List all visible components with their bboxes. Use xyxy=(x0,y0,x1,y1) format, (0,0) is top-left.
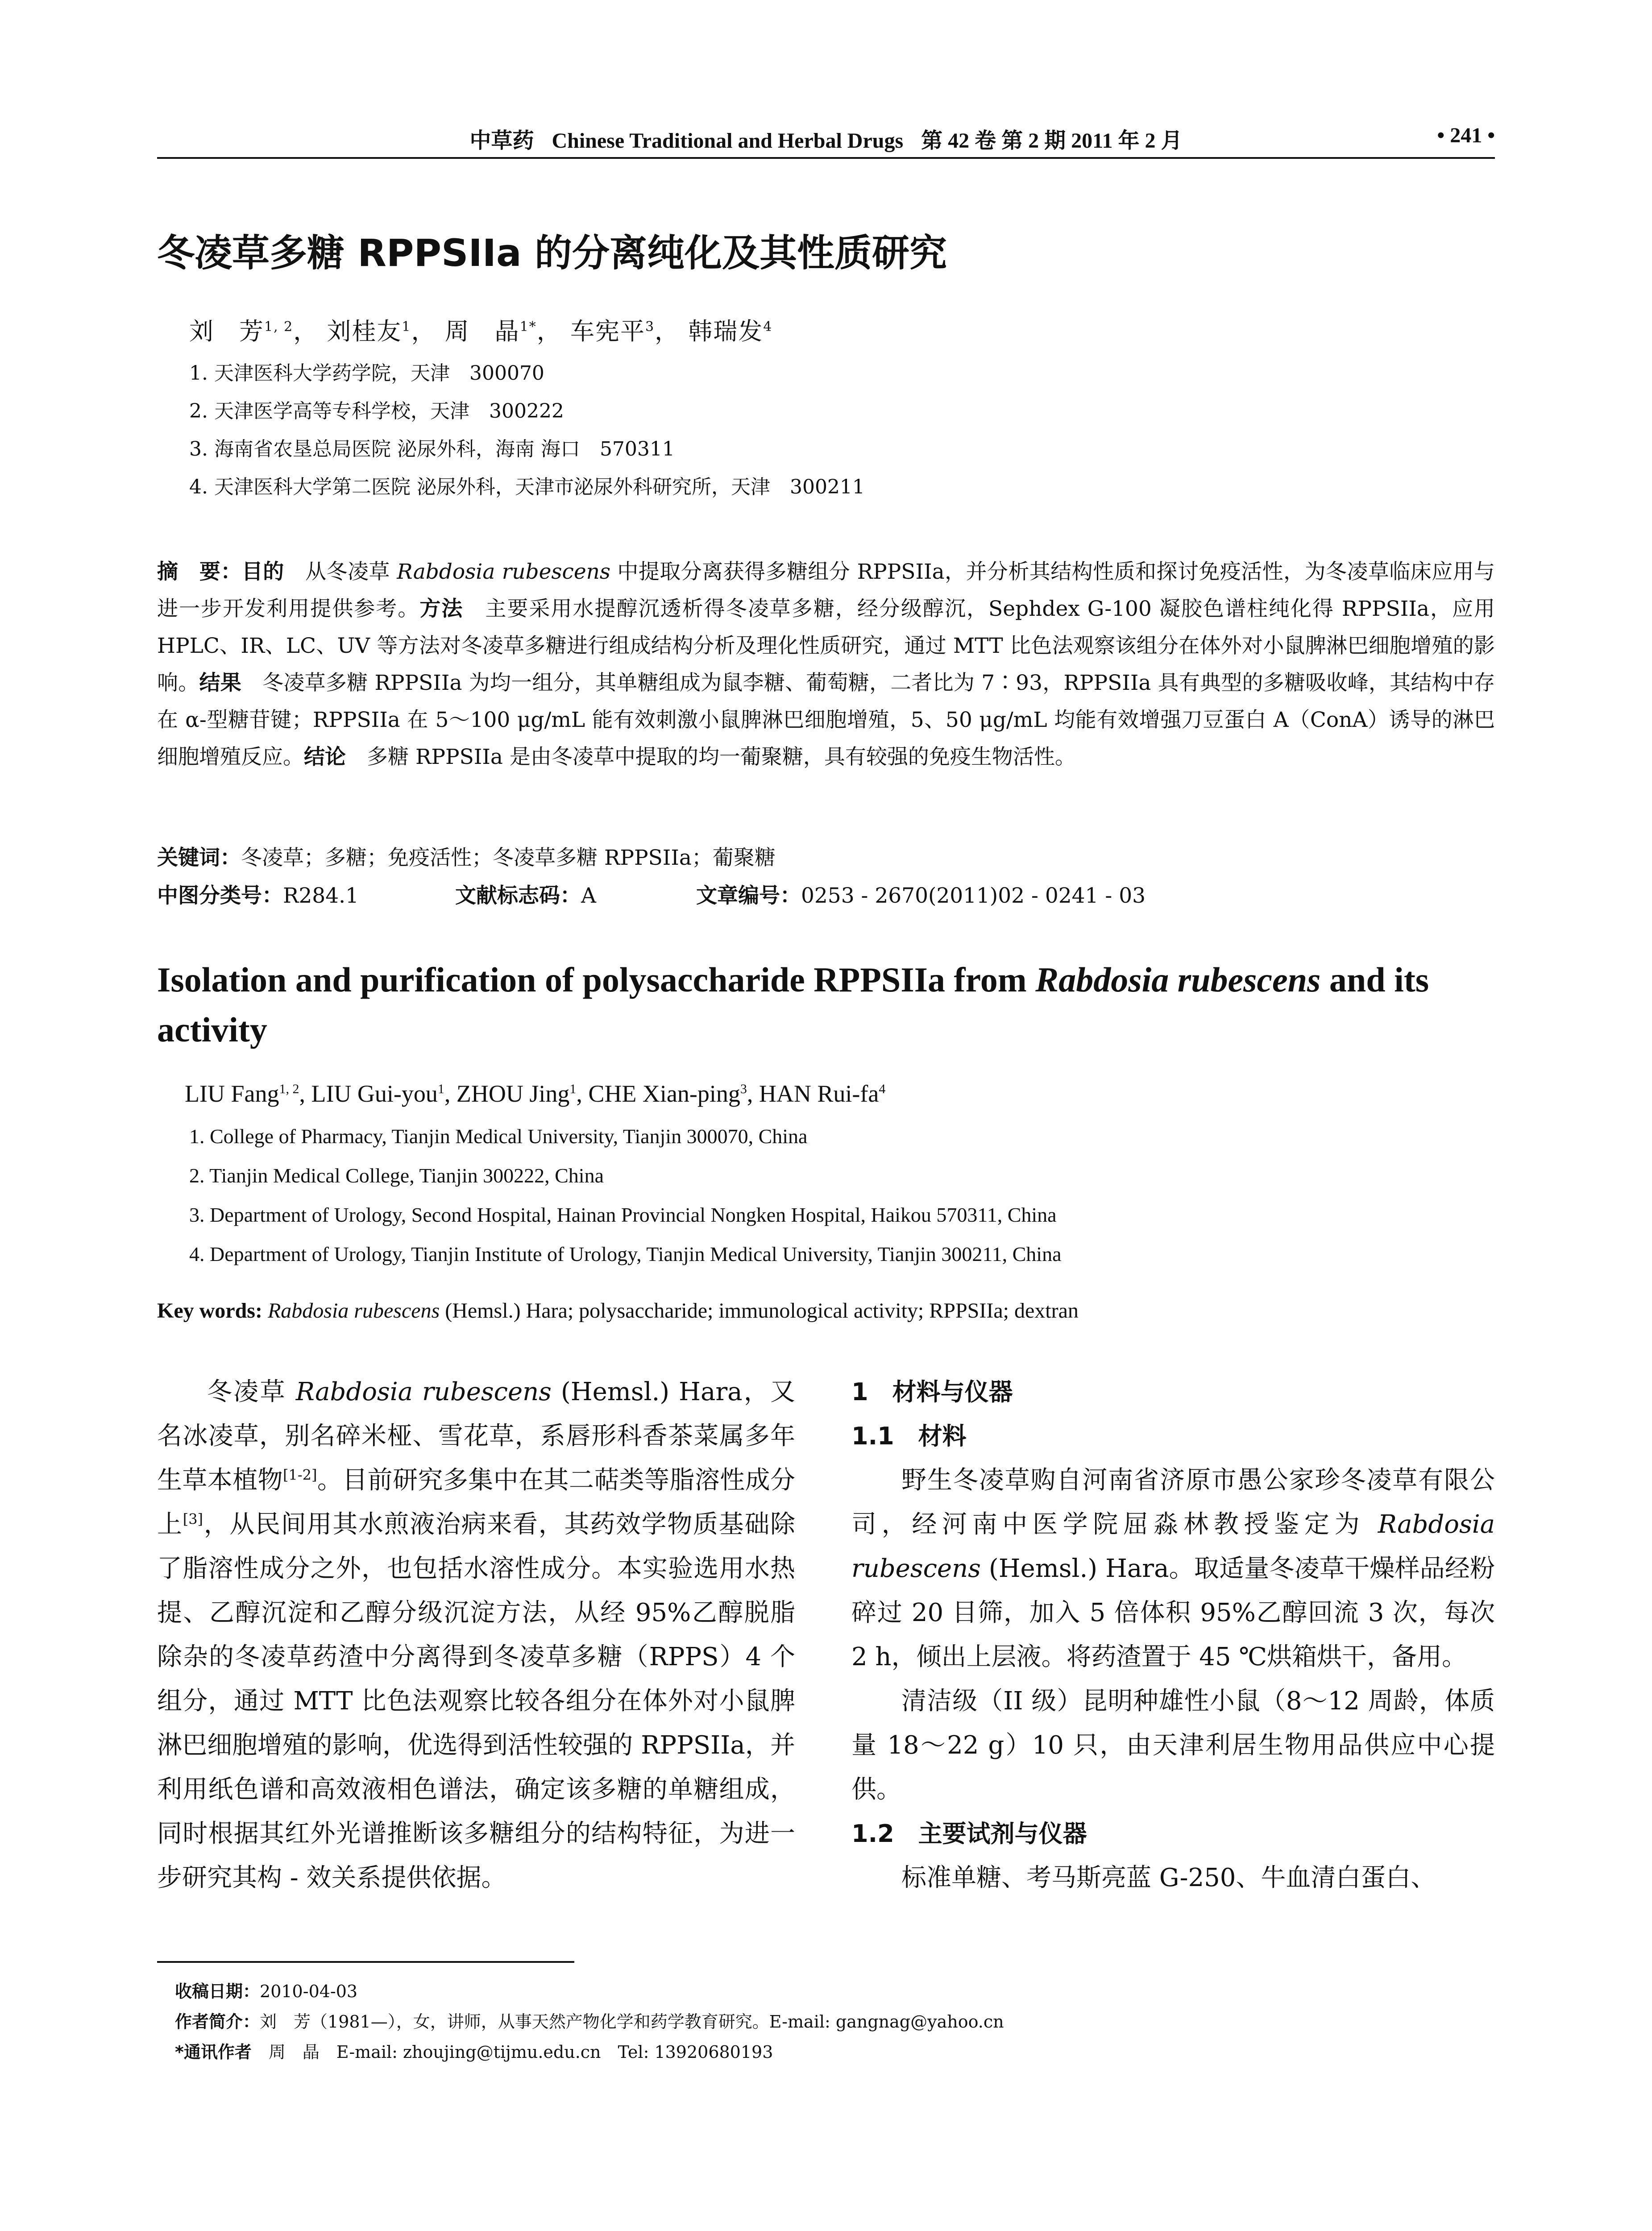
citation: [1-2] xyxy=(282,1466,317,1484)
purpose-text: 中提取分离获得多糖组分 RPPSIIa，并分析其结构性质和探讨免疫活性，为冬凌草临床应用与进一步开发利用提供参考。 xyxy=(157,560,1495,621)
author-affiliation-mark: 1 xyxy=(569,1082,577,1096)
author-name: 车宪平 xyxy=(570,317,645,345)
subsection-heading: 1.1 材料 xyxy=(851,1422,967,1450)
running-header xyxy=(157,120,1495,159)
species-name: Rabdosia rubescens xyxy=(851,1510,1495,1583)
page-number: • 241 • xyxy=(1437,124,1495,147)
affiliation-cn: 1. 天津医科大学药学院，天津 300070 xyxy=(189,362,544,385)
clc-label: 中图分类号： xyxy=(157,883,283,908)
purpose-label: 目的 xyxy=(241,560,284,584)
conclusion-label: 结论 xyxy=(304,745,346,769)
author-name: ZHOU Jing xyxy=(456,1080,570,1107)
conclusion-text: 多糖 RPPSIIa 是由冬凌草中提取的均一葡聚糖，具有较强的免疫生物活性。 xyxy=(346,745,1076,769)
footnote-label: 作者简介： xyxy=(175,2012,260,2032)
author-affiliation-mark: 1, 2 xyxy=(264,319,294,335)
article-number-label: 文章编号： xyxy=(696,883,801,908)
author-affiliation-mark: 1 xyxy=(402,319,411,335)
intro-text: 。目前研究多集中在其二萜类等脂溶性成分上 xyxy=(157,1466,796,1539)
footnote-author-bio xyxy=(175,2008,1004,2032)
intro-text: (Hemsl.) Hara，又名冰凌草，别名碎米桠、雪花草，系唇形科香茶菜属多年生草本植物 xyxy=(157,1377,796,1495)
keywords-en xyxy=(157,1298,1079,1323)
author-name: 刘 芳 xyxy=(189,317,264,345)
subsection-heading: 1.2 主要试剂与仪器 xyxy=(851,1820,1087,1848)
keywords-en-species: Rabdosia rubescens xyxy=(267,1299,440,1323)
author-affiliation-mark: 3 xyxy=(740,1082,747,1096)
author-name: 周 晶 xyxy=(444,317,520,345)
purpose-text: 从冬凌草 xyxy=(284,560,397,584)
body-paragraph: 清洁级（II 级）昆明种雄性小鼠（8～12 周龄，体质量 18～22 g）10 只，由天津利居生物用品供应中心提供。 xyxy=(851,1687,1495,1804)
paper-title-cn: 冬凌草多糖 RPPSIIa 的分离纯化及其性质研究 xyxy=(157,231,947,275)
footnote-label: 收稿日期： xyxy=(175,1982,260,2001)
intro-text: ，从民间用其水煎液治病来看，其药效学物质基础除了脂溶性成分之外，也包括水溶性成分。本实验选用水热提、乙醇沉淀和乙醇分级沉淀方法，从经 95%乙醇脱脂除杂的冬凌草药渣中分离得到冬凌草多糖（RPPS）4 个组分，通过 MTT 比色法观察比较各组分在体外对小鼠脾淋巴细胞增殖的影响，优选得到活性较强的 RPPSIIa，并利用纸色谱和高效液相色谱法，确定该多糖的单糖组成，同时根据其红外光谱推断该多糖组分的结构特征，为进一步研究其构 - 效关系提供依据。 xyxy=(157,1510,796,1892)
paper-title-en xyxy=(157,955,1495,1055)
author-name: 刘桂友 xyxy=(327,317,402,345)
abstract-label: 摘 要： xyxy=(157,560,242,584)
author-affiliation-mark: 4 xyxy=(763,319,773,335)
species-name: Rabdosia rubescens xyxy=(397,560,611,584)
journal-name-cn: 中草药 xyxy=(469,129,534,153)
affiliation-cn: 2. 天津医学高等专科学校，天津 300222 xyxy=(189,400,564,423)
author-name: CHE Xian-ping xyxy=(588,1080,740,1107)
result-label: 结果 xyxy=(199,671,241,695)
affiliation-cn: 3. 海南省农垦总局医院 泌尿外科，海南 海口 570311 xyxy=(189,438,675,460)
footnote-text: 刘 芳（1981—），女，讲师，从事天然产物化学和药学教育研究。E-mail: gangnag@yahoo.cn xyxy=(260,2012,1004,2032)
abstract-cn xyxy=(157,553,1495,775)
affiliation-cn: 4. 天津医科大学第二医院 泌尿外科，天津市泌尿外科研究所，天津 300211 xyxy=(189,476,865,498)
author-name: HAN Rui-fa xyxy=(759,1080,879,1107)
author-affiliation-mark: 1* xyxy=(519,319,537,335)
result-text: 冬凌草多糖 RPPSIIa 为均一组分，其单糖组成为鼠李糖、葡萄糖，二者比为 7∶93，RPPSIIa 具有典型的多糖吸收峰，其结构中存在 α-型糖苷键；RPPSIIa 在 5～100 μg/mL 能有效刺激小鼠脾淋巴细胞增殖，5、50 μg/mL 均能有效增强刀豆蛋白 A（ConA）诱导的淋巴细胞增殖反应。 xyxy=(157,671,1495,769)
author-name: 韩瑞发 xyxy=(688,317,764,345)
section-heading: 1 材料与仪器 xyxy=(851,1378,1013,1406)
authors-en: LIU Fang$^{1, 2}$, LIU Gui-you$^1$, ZHOU Jing$^1$, CHE Xian-ping$^3$, HAN Rui-$fa^4$ xyxy=(185,1080,886,1107)
authors-cn: 刘 芳$^{1, 2}$， 刘桂友$^1$， 周 晶$^{1*}$， 车宪平$^3$， 韩瑞发$^4$ xyxy=(189,317,773,345)
title-en-part: and its activity xyxy=(157,960,1429,1049)
citation: [3] xyxy=(183,1510,203,1528)
method-label: 方法 xyxy=(419,597,464,621)
keywords-label: 关键词： xyxy=(157,846,241,870)
footnote-label: *通讯作者 xyxy=(175,2042,252,2062)
doc-code xyxy=(455,879,596,909)
journal-name-en: Chinese Traditional and Herbal Drugs xyxy=(552,129,904,153)
keywords-cn xyxy=(157,841,776,871)
body-right-column xyxy=(851,1370,1495,1900)
affiliation-en: 2. Tianjin Medical College, Tianjin 300222, China xyxy=(189,1164,604,1187)
journal-issue: 第 42 卷 第 2 期 2011 年 2 月 xyxy=(921,129,1183,153)
method-text: 主要采用水提醇沉透析得冬凌草多糖，经分级醇沉，Sephdex G-100 凝胶色谱柱纯化得 RPPSIIa，应用 HPLC、IR、LC、UV 等方法对冬凌草多糖进行组成结构分析及理化性质研究，通过 MTT 比色法观察该组分在体外对小鼠脾淋巴细胞增殖的影响。 xyxy=(157,597,1495,695)
affiliation-en: 4. Department of Urology, Tianjin Institute of Urology, Tianjin Medical University, Tianjin 300211, China xyxy=(189,1243,1062,1265)
body-paragraph: 标准单糖、考马斯亮蓝 G-250、牛血清白蛋白、 xyxy=(901,1863,1436,1892)
footnote-text: 周 晶 E-mail: zhoujing@tijmu.edu.cn Tel: 13920680193 xyxy=(251,2042,773,2062)
author-name: LIU Gui-you xyxy=(311,1080,438,1107)
affiliation-en: 3. Department of Urology, Second Hospital, Hainan Provincial Nongken Hospital, Haikou 570311, China xyxy=(189,1203,1057,1226)
author-name: LIU Fang xyxy=(185,1080,279,1107)
footnote-divider xyxy=(157,1961,574,1963)
footnote-corresponding xyxy=(175,2038,773,2063)
author-affiliation-mark: 1, 2 xyxy=(279,1082,299,1096)
keywords-en-label: Key words: xyxy=(157,1299,268,1323)
body-left-column xyxy=(157,1370,795,1900)
doc-code-value: A xyxy=(581,883,596,908)
article-number xyxy=(696,879,1146,909)
clc-value: R284.1 xyxy=(283,883,359,908)
title-en-species: Rabdosia rubescens xyxy=(1035,960,1321,999)
body-text: (Hemsl.) Hara。取适量冬凌草干燥样品经粉碎过 20 目筛，加入 5 倍体积 95%乙醇回流 3 次，每次 2 h，倾出上层液。将药渣置于 45 ℃烘箱烘干，备用。 xyxy=(851,1554,1495,1671)
intro-paragraph xyxy=(157,1370,795,1900)
doc-code-label: 文献标志码： xyxy=(455,883,581,908)
author-affiliation-mark: 1 xyxy=(437,1082,444,1096)
title-en-part: Isolation and purification of polysaccharide RPPSIIa from xyxy=(157,960,1036,999)
body-text: 野生冬凌草购自河南省济原市愚公家珍冬凌草有限公司，经河南中医学院屈淼林教授鉴定为 xyxy=(851,1466,1495,1539)
footnote-received xyxy=(175,1978,357,2002)
keywords-text: 冬凌草；多糖；免疫活性；冬凌草多糖 RPPSIIa；葡聚糖 xyxy=(241,846,776,870)
header-journal xyxy=(157,123,1495,154)
affiliation-en: 1. College of Pharmacy, Tianjin Medical University, Tianjin 300070, China xyxy=(189,1125,808,1148)
author-affiliation-mark: 3 xyxy=(645,319,655,335)
author-affiliation-mark: 4 xyxy=(879,1082,886,1096)
article-number-value: 0253 - 2670(2011)02 - 0241 - 03 xyxy=(801,883,1146,908)
species-name: Rabdosia rubescens xyxy=(295,1377,552,1406)
footnote-text: 2010-04-03 xyxy=(260,1982,358,2001)
keywords-en-text: (Hemsl.) Hara; polysaccharide; immunological activity; RPPSIIa; dextran xyxy=(440,1299,1079,1323)
clc-number xyxy=(157,879,359,909)
intro-text: 冬凌草 xyxy=(207,1377,296,1406)
body-paragraph xyxy=(851,1458,1495,1679)
